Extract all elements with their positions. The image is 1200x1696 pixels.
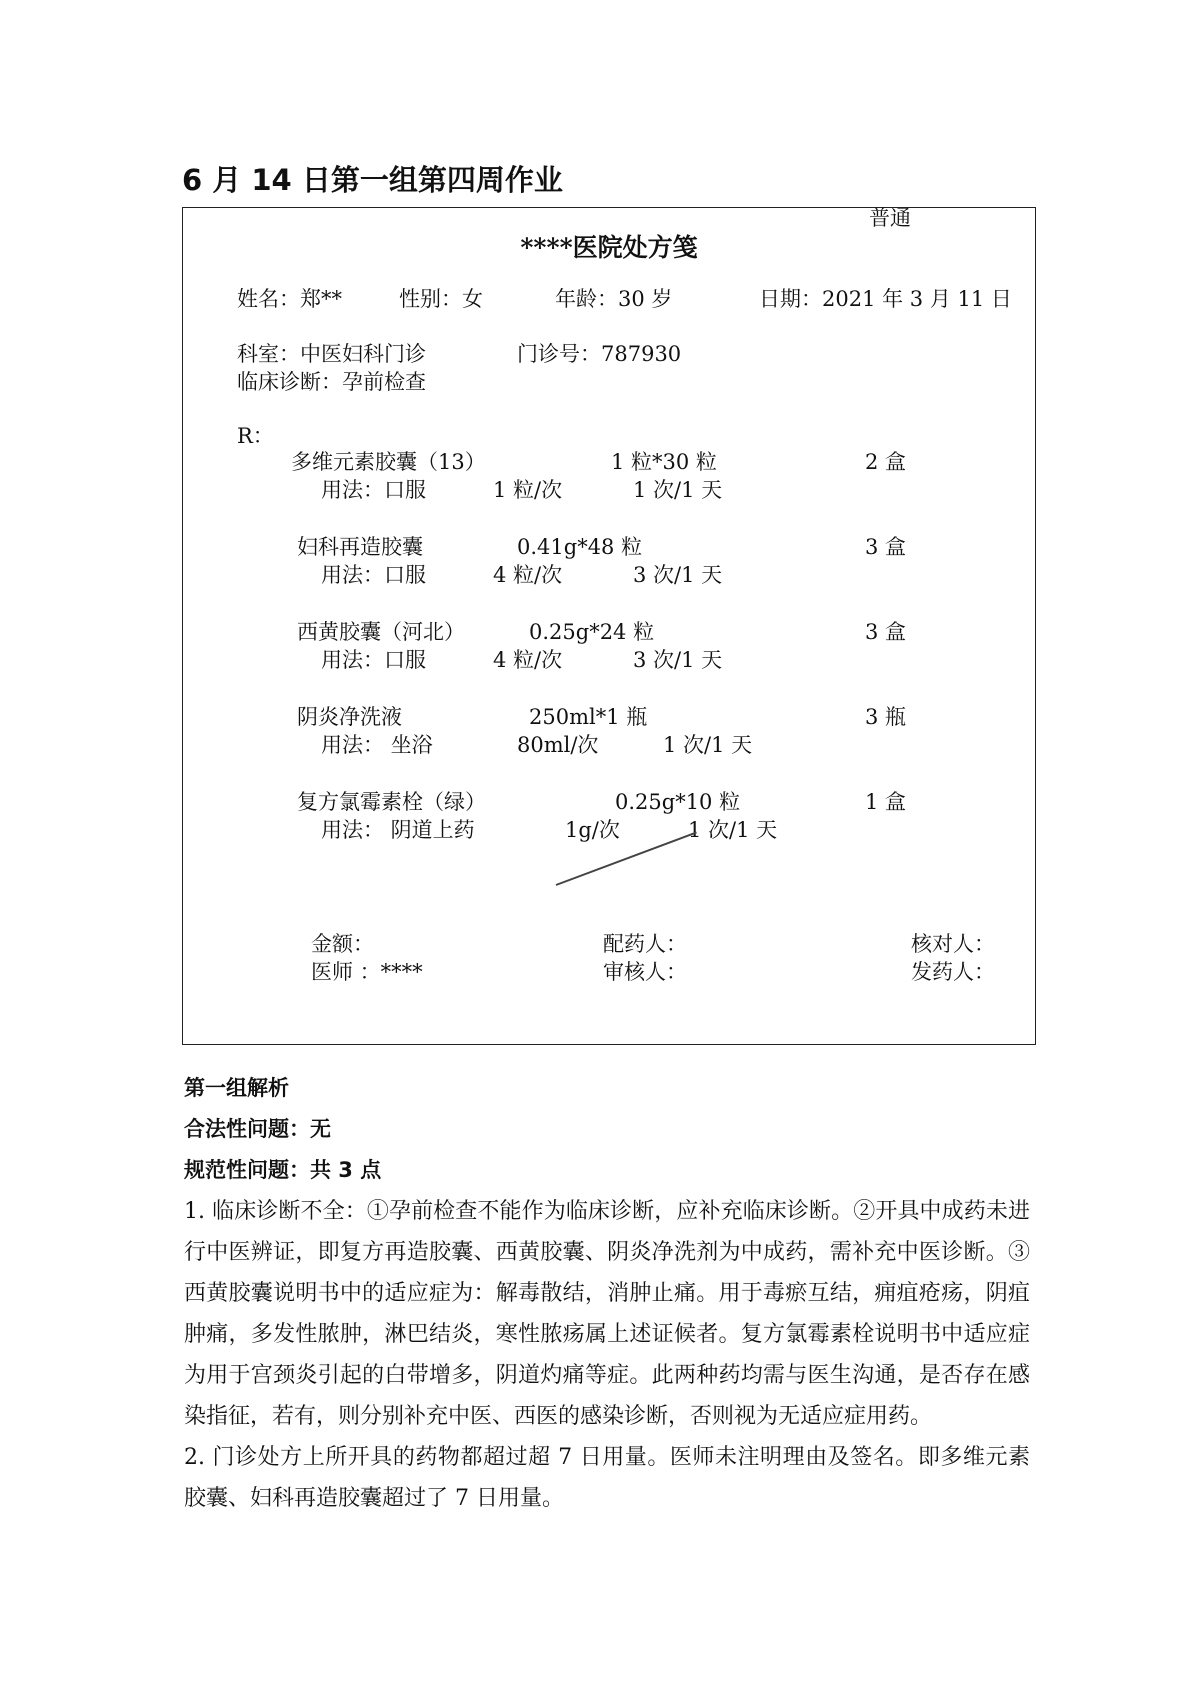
patient-gender: 性别：女 <box>399 287 483 311</box>
drug-quantity: 2 盒 <box>865 450 907 474</box>
drug-usage: 用法： 阴道上药 <box>321 818 475 842</box>
analysis-heading: 第一组解析 <box>184 1076 289 1100</box>
clinical-diagnosis: 临床诊断：孕前检查 <box>237 370 426 394</box>
drug-frequency: 3 次/1 天 <box>633 563 723 587</box>
analysis-paragraph: 1. 临床诊断不全：①孕前检查不能作为临床诊断，应补充临床诊断。②开具中成药未进行中医辨证，即复方再造胶囊、西黄胶囊、阴炎净洗剂为中成药，需补充中医诊断。③西黄胶囊说明书中的适应症为：解毒散结，消肿止痛。用于毒瘀互结，痈疽疮疡，阴疽肿痛，多发性脓肿，淋巴结炎，寒性脓疡属上述证候者。复方氯霉素栓说明书中适应症为用于宫颈炎引起的白带增多，阴道灼痛等症。此两种药均需与医生沟通，是否存在感染指征，若有，则分别补充中医、西医的感染诊断，否则视为无适应症用药。 <box>184 1199 1030 1429</box>
outpatient-number: 门诊号：787930 <box>517 342 682 366</box>
doctor-field: 医师 ：**** <box>311 960 423 984</box>
rx-symbol: R： <box>237 424 274 448</box>
drug-usage: 用法：口服 <box>321 648 426 672</box>
standard-issues: 规范性问题：共 3 点 <box>184 1158 382 1182</box>
drug-usage: 用法：口服 <box>321 563 426 587</box>
drug-frequency: 1 次/1 天 <box>663 733 753 757</box>
drug-spec: 1 粒*30 粒 <box>611 450 717 474</box>
drug-spec: 250ml*1 瓶 <box>529 705 648 729</box>
drug-name: 妇科再造胶囊 <box>297 535 423 559</box>
analysis-paragraph: 2. 门诊处方上所开具的药物都超过超 7 日用量。医师未注明理由及签名。即多维元素胶囊、妇科再造胶囊超过了 7 日用量。 <box>184 1445 1030 1511</box>
drug-name: 复方氯霉素栓（绿） <box>297 790 486 814</box>
drug-quantity: 1 盒 <box>865 790 907 814</box>
drug-name: 阴炎净洗液 <box>297 705 402 729</box>
drug-name: 多维元素胶囊（13） <box>291 450 486 474</box>
drug-usage: 用法：口服 <box>321 478 426 502</box>
drug-dose: 4 粒/次 <box>493 563 563 587</box>
reviewer-field: 审核人： <box>603 960 687 984</box>
drug-quantity: 3 盒 <box>865 535 907 559</box>
drug-frequency: 1 次/1 天 <box>688 818 778 842</box>
drug-frequency: 1 次/1 天 <box>633 478 723 502</box>
drug-frequency: 3 次/1 天 <box>633 648 723 672</box>
drug-dose: 80ml/次 <box>517 733 599 757</box>
drug-dose: 4 粒/次 <box>493 648 563 672</box>
checker-field: 核对人： <box>911 932 995 956</box>
prescription-type-label: 普通 <box>869 206 911 230</box>
prescription-form <box>182 207 1036 1045</box>
dispenser-field: 配药人： <box>603 932 687 956</box>
patient-age: 年龄：30 岁 <box>555 287 673 311</box>
drug-quantity: 3 盒 <box>865 620 907 644</box>
drug-spec: 0.41g*48 粒 <box>517 535 643 559</box>
drug-spec: 0.25g*10 粒 <box>615 790 741 814</box>
drug-usage: 用法： 坐浴 <box>321 733 433 757</box>
drug-quantity: 3 瓶 <box>865 705 907 729</box>
hospital-title: ****医院处方笺 <box>520 233 698 262</box>
patient-name: 姓名：郑** <box>237 287 342 311</box>
page-title: 6 月 14 日第一组第四周作业 <box>182 163 563 197</box>
legality-issues: 合法性问题：无 <box>184 1117 331 1141</box>
amount-field: 金额： <box>311 932 374 956</box>
issuer-field: 发药人： <box>911 960 995 984</box>
drug-dose: 1g/次 <box>565 818 620 842</box>
drug-name: 西黄胶囊（河北） <box>297 620 465 644</box>
analysis-section <box>184 1068 1030 1519</box>
drug-dose: 1 粒/次 <box>493 478 563 502</box>
drug-spec: 0.25g*24 粒 <box>529 620 655 644</box>
prescription-date: 日期：2021 年 3 月 11 日 <box>759 287 1012 311</box>
department: 科室：中医妇科门诊 <box>237 342 426 366</box>
